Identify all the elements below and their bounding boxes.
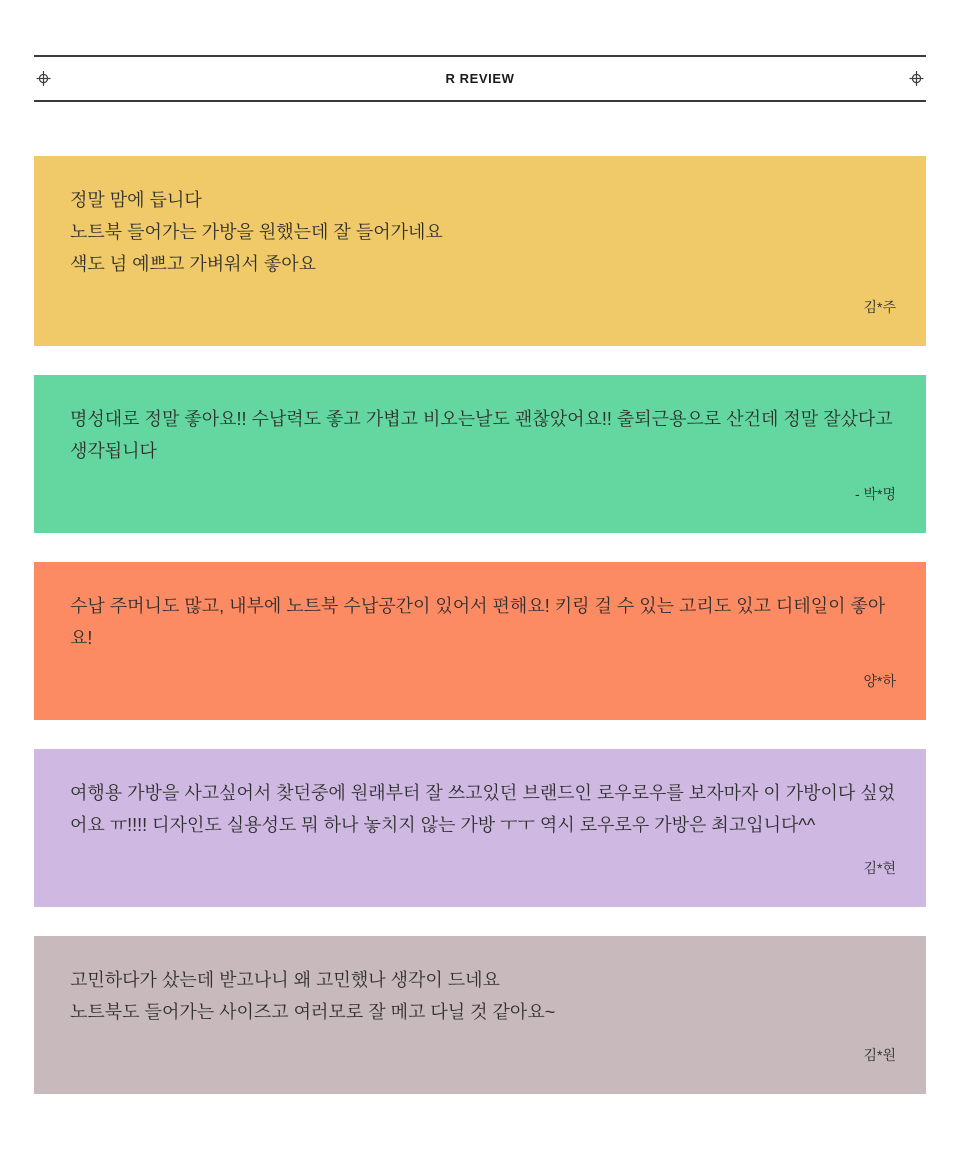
review-author: 양*하 (863, 673, 896, 689)
review-author: 김*주 (863, 299, 896, 315)
review-text (70, 964, 896, 1028)
section-title: R REVIEW (445, 71, 515, 86)
review-text-line: 정말 맘에 듭니다 (70, 190, 202, 210)
review-text-line: 명성대로 정말 좋아요!! 수납력도 좋고 가볍고 비오는날도 괜찮았어요!! 출퇴근용으로 산건데 정말 잘샀다고 생각됩니다 (70, 409, 893, 461)
review-author: 김*현 (863, 860, 896, 876)
review-text-line: 여행용 가방을 사고싶어서 찾던중에 원래부터 잘 쓰고있던 브랜드인 로우로우를 보자마자 이 가방이다 싶었어요 ㅠ!!!! 디자인도 실용성도 뭐 하나 놓치지 않는 가방 ㅜㅜ 역시 로우로우 가방은 최고입니다^^ (70, 783, 896, 835)
review-text-line: 색도 넘 예쁘고 가벼워서 좋아요 (70, 254, 317, 274)
review-text (70, 403, 896, 467)
review-card (34, 562, 926, 720)
review-card (34, 375, 926, 533)
review-text (70, 184, 896, 280)
review-author: - 박*명 (854, 486, 896, 502)
crosshair-icon (36, 71, 51, 86)
review-text-line: 노트북 들어가는 가방을 원했는데 잘 들어가네요 (70, 222, 443, 242)
review-card (34, 936, 926, 1094)
crosshair-icon (909, 71, 924, 86)
review-section-header (34, 55, 926, 102)
review-card (34, 749, 926, 907)
review-author: 김*원 (863, 1047, 896, 1063)
review-text-line: 수납 주머니도 많고, 내부에 노트북 수납공간이 있어서 편해요! 키링 걸 수 있는 고리도 있고 디테일이 좋아요! (70, 596, 886, 648)
review-list (34, 156, 926, 1094)
review-text (70, 777, 896, 841)
review-text-line: 고민하다가 샀는데 받고나니 왜 고민했나 생각이 드네요 (70, 970, 500, 990)
review-text-line: 노트북도 들어가는 사이즈고 여러모로 잘 메고 다닐 것 같아요~ (70, 1002, 556, 1022)
review-card (34, 156, 926, 346)
review-text (70, 590, 896, 654)
